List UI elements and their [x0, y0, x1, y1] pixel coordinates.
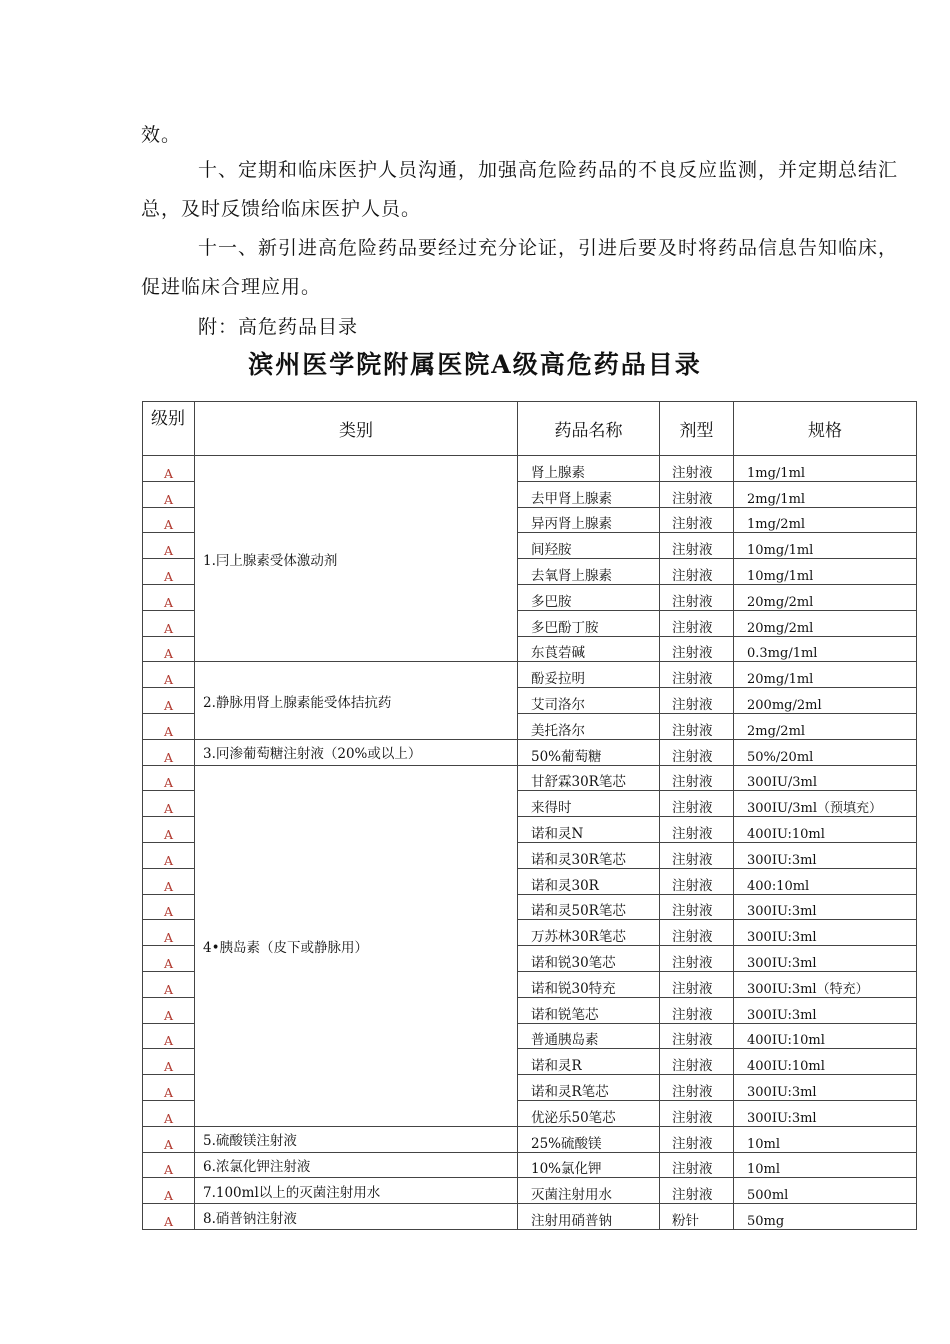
- specification-cell: 50mg: [734, 1204, 917, 1230]
- dosage-form-cell: 粉针: [660, 1204, 734, 1230]
- grade-cell: A: [143, 971, 195, 997]
- drug-name-cell: 酚妥拉明: [518, 662, 660, 688]
- table-row: [143, 1126, 917, 1152]
- drug-name-cell: 异丙肾上腺素: [518, 507, 660, 533]
- specification-cell: 300IU:3ml: [734, 894, 917, 920]
- specification-cell: 300IU/3ml（预填充）: [734, 791, 917, 817]
- grade-cell: A: [143, 1178, 195, 1204]
- drug-name-cell: 诺和灵N: [518, 817, 660, 843]
- drug-name-cell: 诺和锐30笔芯: [518, 946, 660, 972]
- specification-cell: 300IU:3ml: [734, 946, 917, 972]
- specification-cell: 10mg/1ml: [734, 559, 917, 585]
- dosage-form-cell: 注射液: [660, 662, 734, 688]
- dosage-form-cell: 注射液: [660, 791, 734, 817]
- drug-name-cell: 诺和灵R笔芯: [518, 1075, 660, 1101]
- grade-cell: A: [143, 739, 195, 765]
- grade-cell: A: [143, 920, 195, 946]
- category-cell: 5.硫酸镁注射液: [195, 1126, 518, 1152]
- category-cell: 2.静脉用肾上腺素能受体拮抗药: [195, 662, 518, 739]
- specification-cell: 300IU:3ml: [734, 920, 917, 946]
- category-cell: 3.冋渗葡萄糖注射液（20%或以上）: [195, 739, 518, 765]
- drug-name-cell: 诺和灵R: [518, 1049, 660, 1075]
- specification-cell: 10ml: [734, 1152, 917, 1178]
- category-cell: 8.硝普钠注射液: [195, 1204, 518, 1230]
- specification-cell: 200mg/2ml: [734, 688, 917, 714]
- grade-cell: A: [143, 842, 195, 868]
- table-header-row: [143, 402, 917, 456]
- grade-cell: A: [143, 1152, 195, 1178]
- specification-cell: 20mg/2ml: [734, 584, 917, 610]
- drug-name-cell: 诺和锐笔芯: [518, 997, 660, 1023]
- drug-name-cell: 诺和灵30R笔芯: [518, 842, 660, 868]
- drug-name-cell: 普通胰岛素: [518, 1023, 660, 1049]
- drug-name-cell: 东莨菪碱: [518, 636, 660, 662]
- dosage-form-cell: 注射液: [660, 1126, 734, 1152]
- drug-name-cell: 诺和锐30特充: [518, 971, 660, 997]
- dosage-form-cell: 注射液: [660, 765, 734, 791]
- specification-cell: 500ml: [734, 1178, 917, 1204]
- category-cell: 4•胰岛素（皮下或静脉用）: [195, 765, 518, 1126]
- table-row: [143, 765, 917, 791]
- dosage-form-cell: 注射液: [660, 739, 734, 765]
- table-row: [143, 1152, 917, 1178]
- specification-cell: 400IU:10ml: [734, 1023, 917, 1049]
- drug-name-cell: 10%氯化钾: [518, 1152, 660, 1178]
- dosage-form-cell: 注射液: [660, 1178, 734, 1204]
- specification-cell: 300IU:3ml: [734, 1075, 917, 1101]
- grade-cell: A: [143, 997, 195, 1023]
- dosage-form-cell: 注射液: [660, 559, 734, 585]
- grade-cell: A: [143, 1023, 195, 1049]
- drug-name-cell: 多巴酚丁胺: [518, 610, 660, 636]
- grade-cell: A: [143, 1075, 195, 1101]
- drug-name-cell: 灭菌注射用水: [518, 1178, 660, 1204]
- dosage-form-cell: 注射液: [660, 894, 734, 920]
- grade-cell: A: [143, 791, 195, 817]
- body-paragraph: 十、定期和临床医护人员沟通，加强高危险药品的不良反应监测，并定期总结汇总，及时反馈给临床医护人员。: [141, 159, 899, 220]
- header-category: 类别: [195, 402, 518, 456]
- specification-cell: 400:10ml: [734, 868, 917, 894]
- specification-cell: 300IU:3ml: [734, 1100, 917, 1126]
- grade-cell: A: [143, 1126, 195, 1152]
- specification-cell: 300IU:3ml（特充）: [734, 971, 917, 997]
- dosage-form-cell: 注射液: [660, 507, 734, 533]
- drug-name-cell: 间羟胺: [518, 533, 660, 559]
- category-cell: 1.冃上腺素受体激动剂: [195, 456, 518, 662]
- table-row: [143, 1178, 917, 1204]
- specification-cell: 300IU:3ml: [734, 997, 917, 1023]
- drug-name-cell: 25%硫酸镁: [518, 1126, 660, 1152]
- drug-name-cell: 去甲肾上腺素: [518, 481, 660, 507]
- dosage-form-cell: 注射液: [660, 1100, 734, 1126]
- specification-cell: 300IU/3ml: [734, 765, 917, 791]
- dosage-form-cell: 注射液: [660, 584, 734, 610]
- specification-cell: 400IU:10ml: [734, 817, 917, 843]
- grade-cell: A: [143, 481, 195, 507]
- drug-name-cell: 来得时: [518, 791, 660, 817]
- grade-cell: A: [143, 1100, 195, 1126]
- dosage-form-cell: 注射液: [660, 1023, 734, 1049]
- drug-name-cell: 万苏林30R笔芯: [518, 920, 660, 946]
- dosage-form-cell: 注射液: [660, 713, 734, 739]
- specification-cell: 300IU:3ml: [734, 842, 917, 868]
- grade-cell: A: [143, 765, 195, 791]
- category-cell: 6.浓氯化钾注射液: [195, 1152, 518, 1178]
- grade-cell: A: [143, 610, 195, 636]
- dosage-form-cell: 注射液: [660, 1075, 734, 1101]
- table-row: [143, 1204, 917, 1230]
- table-row: [143, 662, 917, 688]
- grade-cell: A: [143, 662, 195, 688]
- drug-name-cell: 美托洛尔: [518, 713, 660, 739]
- drug-name-cell: 诺和灵30R: [518, 868, 660, 894]
- specification-cell: 2mg/2ml: [734, 713, 917, 739]
- dosage-form-cell: 注射液: [660, 971, 734, 997]
- grade-cell: A: [143, 713, 195, 739]
- dosage-form-cell: 注射液: [660, 1152, 734, 1178]
- dosage-form-cell: 注射液: [660, 456, 734, 482]
- drug-table: [142, 401, 917, 1230]
- dosage-form-cell: 注射液: [660, 481, 734, 507]
- table-title: 滨州医学院附属医院A级高危药品目录: [248, 350, 702, 379]
- header-dosage-form: 剂型: [660, 402, 734, 456]
- grade-cell: A: [143, 507, 195, 533]
- grade-cell: A: [143, 533, 195, 559]
- drug-name-cell: 50%葡萄糖: [518, 739, 660, 765]
- grade-cell: A: [143, 688, 195, 714]
- drug-name-cell: 诺和灵50R笔芯: [518, 894, 660, 920]
- grade-cell: A: [143, 946, 195, 972]
- dosage-form-cell: 注射液: [660, 868, 734, 894]
- body-paragraph: 效。: [141, 124, 182, 146]
- grade-cell: A: [143, 868, 195, 894]
- grade-cell: A: [143, 894, 195, 920]
- drug-name-cell: 优泌乐50笔芯: [518, 1100, 660, 1126]
- drug-name-cell: 多巴胺: [518, 584, 660, 610]
- drug-name-cell: 去氧肾上腺素: [518, 559, 660, 585]
- dosage-form-cell: 注射液: [660, 533, 734, 559]
- table-row: [143, 456, 917, 482]
- body-paragraph: 十一、新引进高危险药品要经过充分论证，引进后要及时将药品信息告知临床，促进临床合理应用。: [141, 237, 899, 298]
- specification-cell: 50%/20ml: [734, 739, 917, 765]
- specification-cell: 20mg/1ml: [734, 662, 917, 688]
- drug-name-cell: 艾司洛尔: [518, 688, 660, 714]
- dosage-form-cell: 注射液: [660, 688, 734, 714]
- dosage-form-cell: 注射液: [660, 636, 734, 662]
- dosage-form-cell: 注射液: [660, 817, 734, 843]
- specification-cell: 10ml: [734, 1126, 917, 1152]
- dosage-form-cell: 注射液: [660, 946, 734, 972]
- table-row: [143, 739, 917, 765]
- grade-cell: A: [143, 559, 195, 585]
- specification-cell: 20mg/2ml: [734, 610, 917, 636]
- dosage-form-cell: 注射液: [660, 920, 734, 946]
- drug-name-cell: 甘舒霖30R笔芯: [518, 765, 660, 791]
- specification-cell: 10mg/1ml: [734, 533, 917, 559]
- specification-cell: 2mg/1ml: [734, 481, 917, 507]
- specification-cell: 1mg/1ml: [734, 456, 917, 482]
- grade-cell: A: [143, 1049, 195, 1075]
- dosage-form-cell: 注射液: [660, 610, 734, 636]
- drug-name-cell: 肾上腺素: [518, 456, 660, 482]
- grade-cell: A: [143, 584, 195, 610]
- dosage-form-cell: 注射液: [660, 842, 734, 868]
- header-grade: 级别: [143, 402, 195, 456]
- drug-name-cell: 注射用硝普钠: [518, 1204, 660, 1230]
- specification-cell: 1mg/2ml: [734, 507, 917, 533]
- grade-cell: A: [143, 817, 195, 843]
- header-drug-name: 药品名称: [518, 402, 660, 456]
- header-specification: 规格: [734, 402, 917, 456]
- grade-cell: A: [143, 636, 195, 662]
- body-paragraph: 附：高危药品目录: [198, 316, 359, 338]
- category-cell: 7.100ml以上的灭菌注射用水: [195, 1178, 518, 1204]
- specification-cell: 0.3mg/1ml: [734, 636, 917, 662]
- grade-cell: A: [143, 1204, 195, 1230]
- dosage-form-cell: 注射液: [660, 997, 734, 1023]
- grade-cell: A: [143, 456, 195, 482]
- dosage-form-cell: 注射液: [660, 1049, 734, 1075]
- specification-cell: 400IU:10ml: [734, 1049, 917, 1075]
